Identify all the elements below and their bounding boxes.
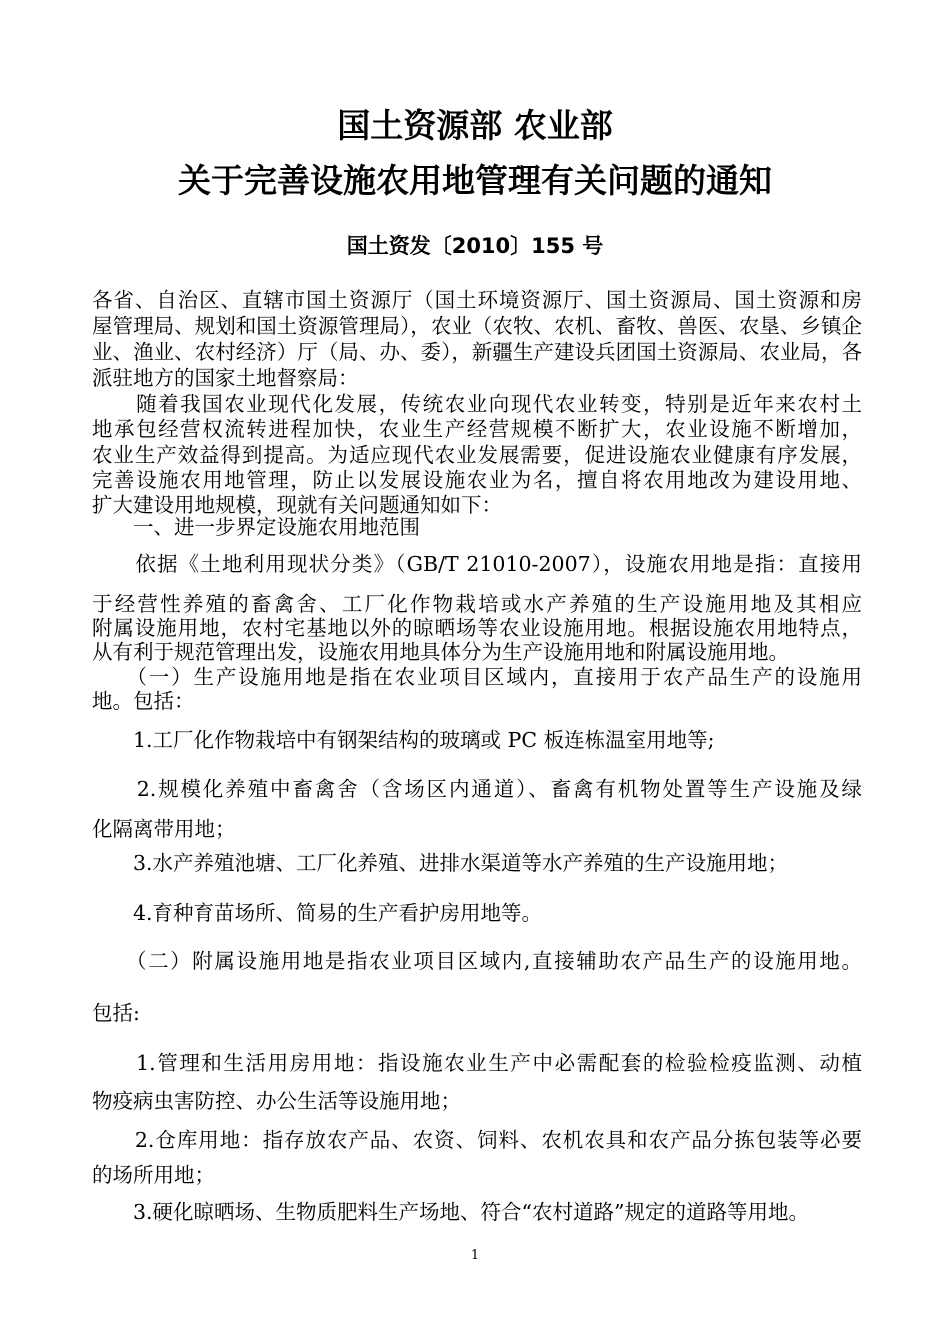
body-text-line: 各省、自治区、直辖市国土资源厅（国土环境资源厅、国土资源局、国土资源和房 <box>92 288 862 312</box>
body-text-line: 于经营性养殖的畜禽舍、工厂化作物栽培或水产养殖的生产设施用地及其相应 <box>92 592 862 616</box>
body-text-line: 附属设施用地，农村宅基地以外的晾晒场等农业设施用地。根据设施农用地特点， <box>92 616 862 640</box>
body-text-line: 扩大建设用地规模，现就有关问题通知如下： <box>92 493 502 517</box>
body-text-line: 1.工厂化作物栽培中有钢架结构的玻璃或 PC 板连栋温室用地等; <box>92 728 715 752</box>
body-text-line: 化隔离带用地； <box>92 817 236 841</box>
body-text-line: 地。包括： <box>92 689 195 713</box>
body-text-line: （一）生产设施用地是指在农业项目区域内，直接用于农产品生产的设施用 <box>92 665 862 689</box>
body-text-line: 农业生产效益得到提高。为适应现代农业发展需要，促进设施农业健康有序发展， <box>92 443 862 467</box>
body-text-line: （二）附属设施用地是指农业项目区域内,直接辅助农产品生产的设施用地。 <box>92 949 862 973</box>
body-text-line: 4.育种育苗场所、简易的生产看护房用地等。 <box>92 901 543 925</box>
document-number: 国土资发〔2010〕155 号 <box>346 234 604 258</box>
body-text-line: 1.管理和生活用房用地：指设施农业生产中必需配套的检验检疫监测、动植 <box>92 1051 862 1075</box>
body-text-line: 随着我国农业现代化发展，传统农业向现代农业转变，特别是近年来农村土 <box>92 392 862 416</box>
body-text-line: 3.硬化晾晒场、生物质肥料生产场地、符合“农村道路”规定的道路等用地。 <box>92 1200 810 1224</box>
body-text-line: 地承包经营权流转进程加快，农业生产经营规模不断扩大，农业设施不断增加， <box>92 417 862 441</box>
body-text-line: 屋管理局、规划和国土资源管理局），农业（农牧、农机、畜牧、兽医、农垦、乡镇企 <box>92 314 862 338</box>
body-text-line: 完善设施农用地管理，防止以发展设施农业为名，擅自将农用地改为建设用地、 <box>92 468 862 492</box>
body-text-line: 业、渔业、农村经济）厅（局、办、委），新疆生产建设兵团国土资源局、农业局，各 <box>92 340 862 364</box>
title-line-2: 关于完善设施农用地管理有关问题的通知 <box>178 161 772 200</box>
body-text-line: 派驻地方的国家土地督察局： <box>92 366 359 390</box>
body-text-line: 2.规模化养殖中畜禽舍（含场区内通道）、畜禽有机物处置等生产设施及绿 <box>92 777 862 801</box>
body-text-line: 2.仓库用地：指存放农产品、农资、饲料、农机农具和农产品分拣包装等必要 <box>92 1128 862 1152</box>
body-text-line: 包括: <box>92 1001 140 1025</box>
body-text-line: 3.水产养殖池塘、工厂化养殖、进排水渠道等水产养殖的生产设施用地； <box>92 851 789 875</box>
page-number: 1 <box>470 1248 480 1263</box>
body-text-line: 物疫病虫害防控、办公生活等设施用地； <box>92 1089 461 1113</box>
title-line-1: 国土资源部 农业部 <box>337 106 613 145</box>
body-text-line: 依据《土地利用现状分类》（GB/T 21010-2007），设施农用地是指：直接用 <box>92 552 862 576</box>
body-text-line: 一、进一步界定设施农用地范围 <box>92 515 420 539</box>
body-text-line: 从有利于规范管理出发，设施农用地具体分为生产设施用地和附属设施用地。 <box>92 640 789 664</box>
body-text-line: 的场所用地； <box>92 1163 215 1187</box>
